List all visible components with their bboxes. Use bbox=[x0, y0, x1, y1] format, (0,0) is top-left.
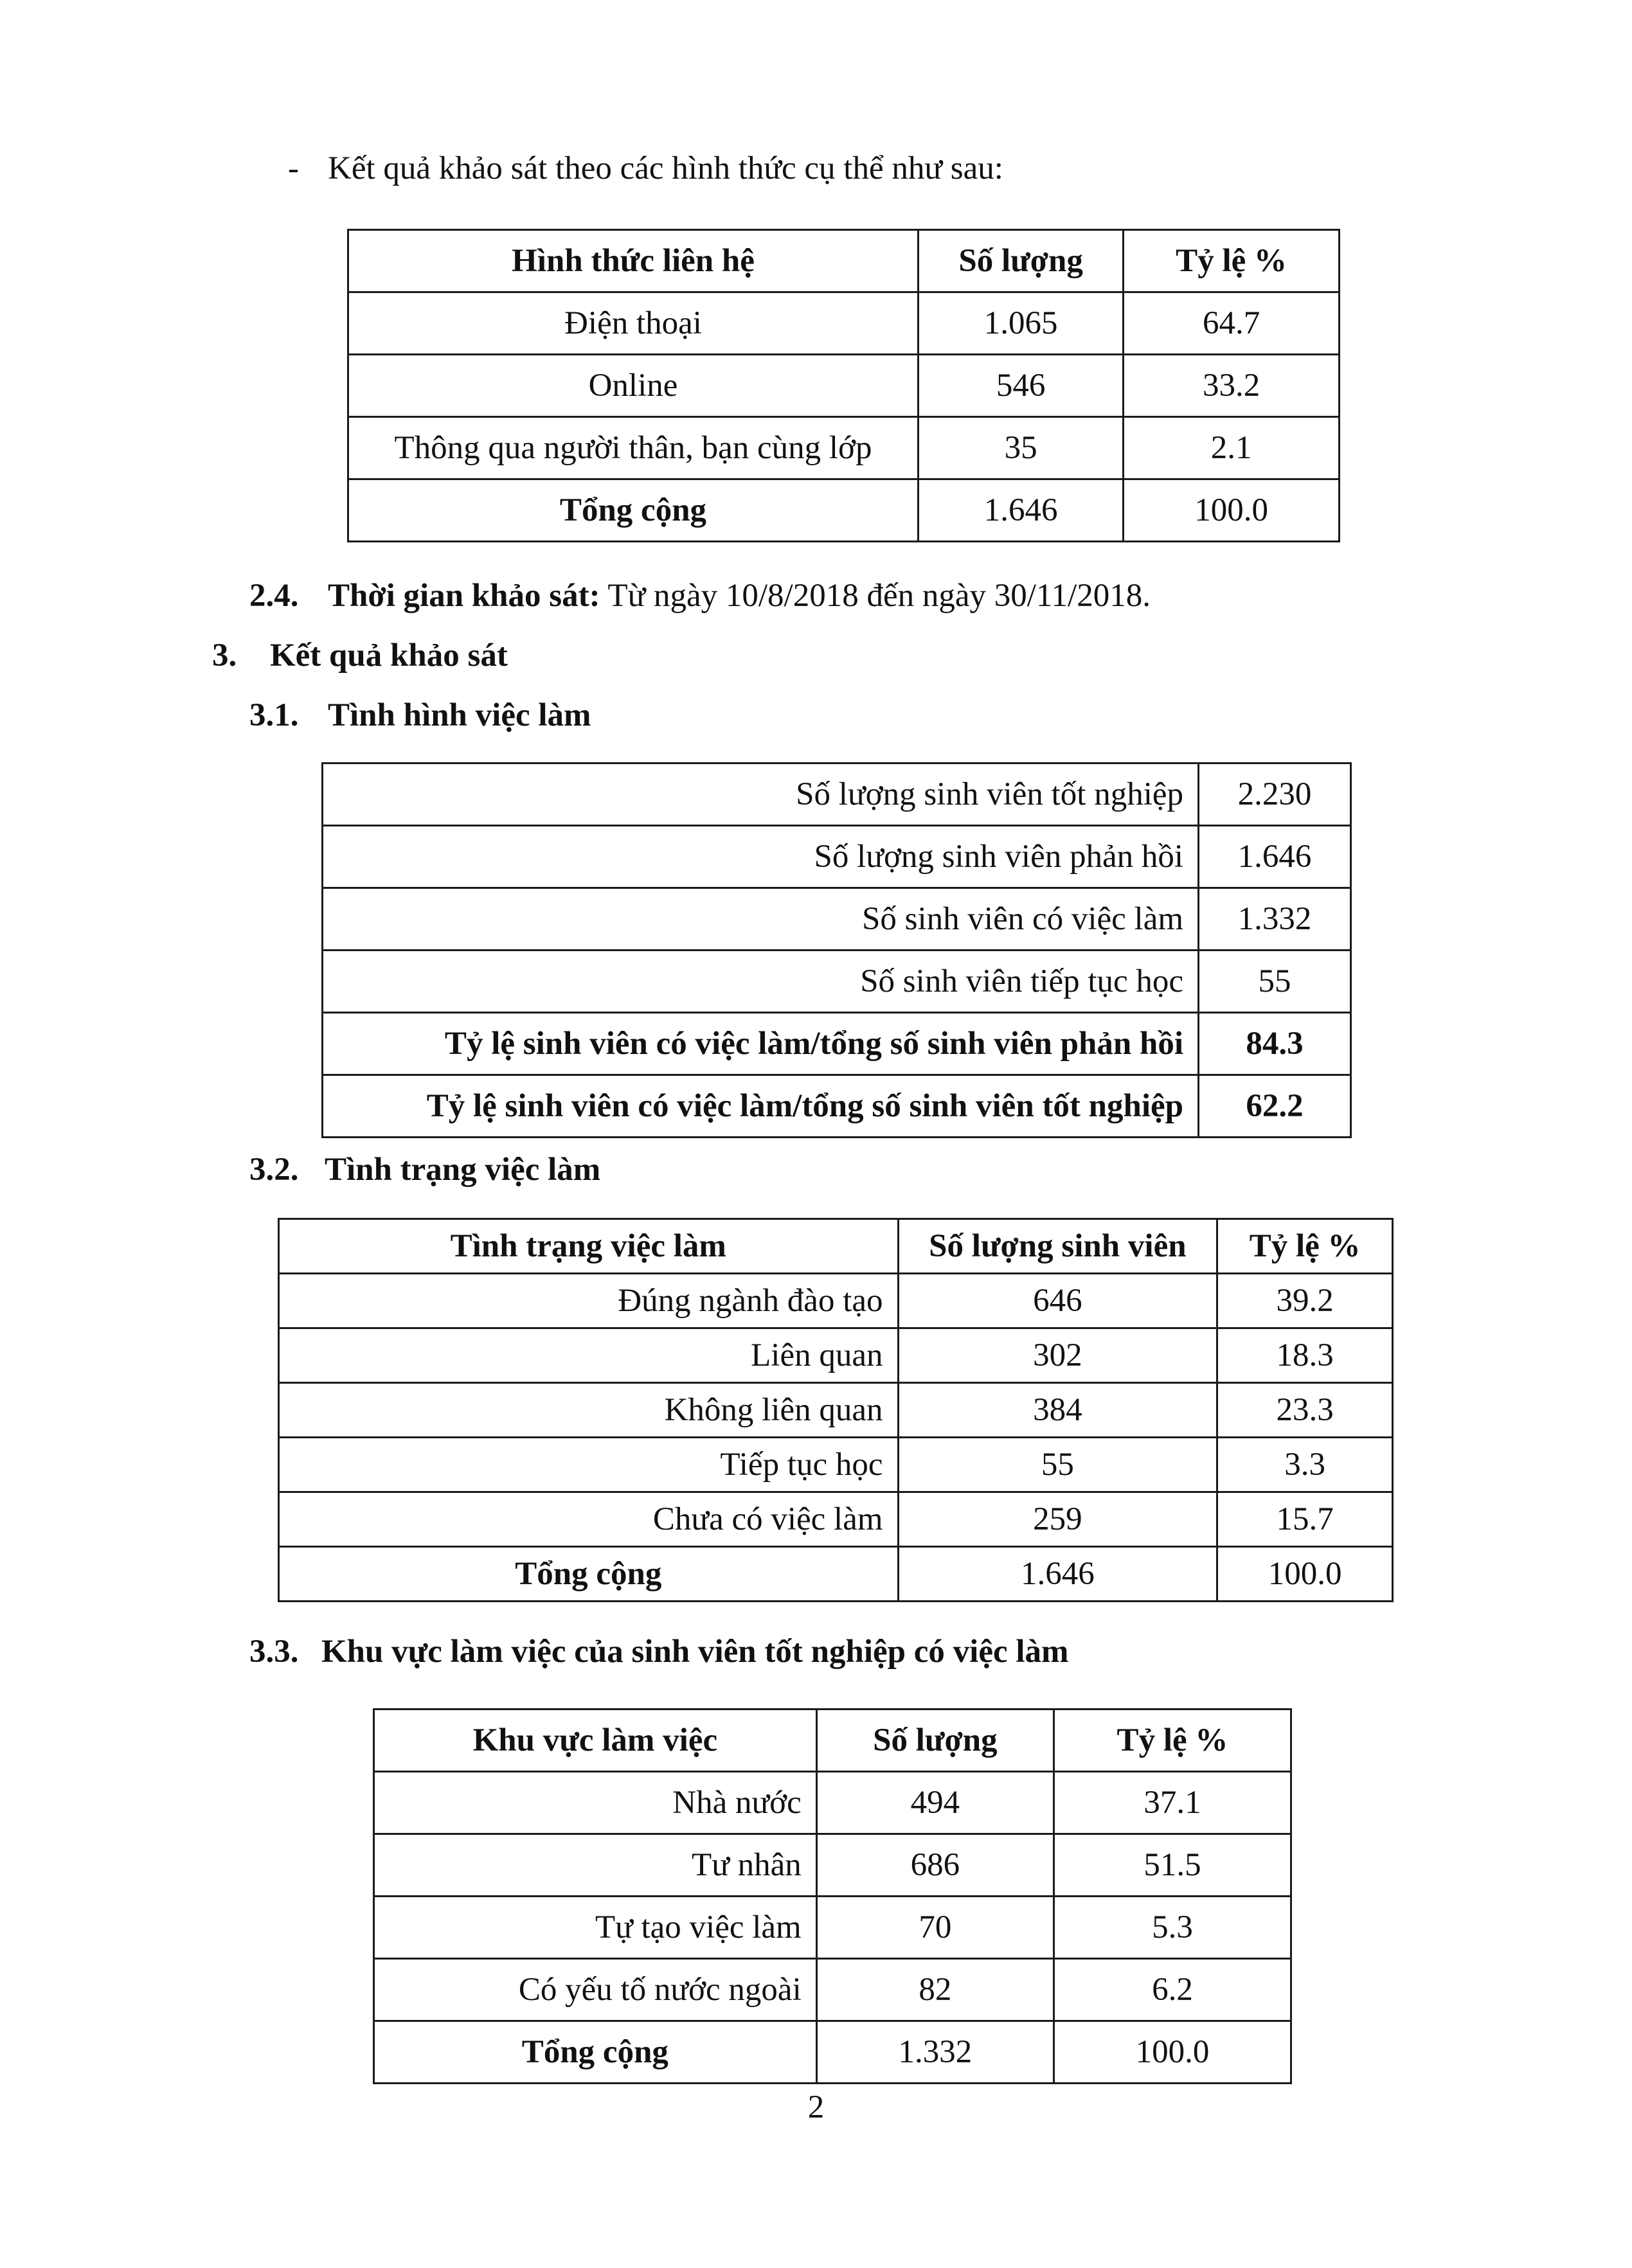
cell-total-label: Tổng cộng bbox=[374, 2021, 817, 2084]
table-row bbox=[279, 1274, 1393, 1328]
table-header-row bbox=[279, 1219, 1393, 1274]
cell-status: Chưa có việc làm bbox=[279, 1492, 899, 1547]
cell-total-quantity: 1.332 bbox=[816, 2021, 1054, 2084]
cell-value: 1.646 bbox=[1199, 826, 1351, 888]
cell-status: Đúng ngành đào tạo bbox=[279, 1274, 899, 1328]
table-row bbox=[374, 1897, 1291, 1959]
cell-quantity: 1.065 bbox=[919, 292, 1124, 355]
cell-label: Tỷ lệ sinh viên có việc làm/tổng số sinh viên tốt nghiệp bbox=[323, 1075, 1199, 1138]
cell-count: 646 bbox=[898, 1274, 1217, 1328]
cell-percent: 64.7 bbox=[1124, 292, 1340, 355]
header-contact-method: Hình thức liên hệ bbox=[348, 230, 919, 292]
table-total-row bbox=[279, 1547, 1393, 1602]
cell-count: 259 bbox=[898, 1492, 1217, 1547]
table-row bbox=[323, 826, 1351, 888]
header-percent: Tỷ lệ % bbox=[1124, 230, 1340, 292]
cell-total-percent: 100.0 bbox=[1054, 2021, 1291, 2084]
cell-percent: 2.1 bbox=[1124, 417, 1340, 479]
section-2-4-label: Thời gian khảo sát: bbox=[328, 578, 600, 614]
cell-count: 302 bbox=[898, 1328, 1217, 1383]
cell-percent: 18.3 bbox=[1217, 1328, 1393, 1383]
intro-bullet: - bbox=[288, 150, 299, 186]
cell-method: Điện thoại bbox=[348, 292, 919, 355]
employment-situation-table bbox=[321, 762, 1352, 1138]
cell-count: 384 bbox=[898, 1383, 1217, 1438]
cell-count: 55 bbox=[898, 1438, 1217, 1492]
cell-quantity: 494 bbox=[816, 1772, 1054, 1834]
header-quantity: Số lượng bbox=[816, 1710, 1054, 1772]
cell-status: Tiếp tục học bbox=[279, 1438, 899, 1492]
cell-percent: 23.3 bbox=[1217, 1383, 1393, 1438]
cell-total-count: 1.646 bbox=[898, 1547, 1217, 1602]
section-2-4-number: 2.4. bbox=[249, 578, 299, 614]
cell-sector: Nhà nước bbox=[374, 1772, 817, 1834]
section-3-1-title: Tình hình việc làm bbox=[328, 697, 591, 733]
header-employment-status: Tình trạng việc làm bbox=[279, 1219, 899, 1274]
table-row bbox=[374, 1959, 1291, 2021]
cell-sector: Có yếu tố nước ngoài bbox=[374, 1959, 817, 2021]
cell-percent: 5.3 bbox=[1054, 1897, 1291, 1959]
cell-percent: 39.2 bbox=[1217, 1274, 1393, 1328]
cell-label: Số lượng sinh viên phản hồi bbox=[323, 826, 1199, 888]
cell-sector: Tư nhân bbox=[374, 1834, 817, 1897]
cell-sector: Tự tạo việc làm bbox=[374, 1897, 817, 1959]
section-3-title: Kết quả khảo sát bbox=[270, 638, 508, 674]
table-row bbox=[279, 1383, 1393, 1438]
section-3-3-number: 3.3. bbox=[249, 1634, 299, 1670]
header-percent: Tỷ lệ % bbox=[1054, 1710, 1291, 1772]
cell-value: 62.2 bbox=[1199, 1075, 1351, 1138]
page-number: 2 bbox=[807, 2089, 825, 2125]
table-row bbox=[279, 1328, 1393, 1383]
cell-label: Tỷ lệ sinh viên có việc làm/tổng số sinh viên phản hồi bbox=[323, 1013, 1199, 1075]
cell-status: Liên quan bbox=[279, 1328, 899, 1383]
header-student-count: Số lượng sinh viên bbox=[898, 1219, 1217, 1274]
header-work-sector: Khu vực làm việc bbox=[374, 1710, 817, 1772]
table-row bbox=[323, 951, 1351, 1013]
cell-percent: 33.2 bbox=[1124, 355, 1340, 417]
table-row bbox=[323, 888, 1351, 951]
table-row bbox=[323, 1075, 1351, 1138]
table-header-row bbox=[374, 1710, 1291, 1772]
section-3-2-number: 3.2. bbox=[249, 1152, 299, 1188]
section-2-4-text bbox=[328, 576, 1151, 616]
table-total-row bbox=[348, 479, 1340, 542]
intro-text: Kết quả khảo sát theo các hình thức cụ thể như sau: bbox=[328, 150, 1003, 186]
section-3-1-number: 3.1. bbox=[249, 697, 299, 733]
header-quantity: Số lượng bbox=[919, 230, 1124, 292]
cell-percent: 6.2 bbox=[1054, 1959, 1291, 2021]
contact-method-table bbox=[347, 229, 1340, 542]
cell-percent: 37.1 bbox=[1054, 1772, 1291, 1834]
cell-status: Không liên quan bbox=[279, 1383, 899, 1438]
cell-percent: 15.7 bbox=[1217, 1492, 1393, 1547]
cell-method: Thông qua người thân, bạn cùng lớp bbox=[348, 417, 919, 479]
employment-status-table bbox=[278, 1218, 1394, 1602]
table-row bbox=[348, 292, 1340, 355]
table-row bbox=[348, 355, 1340, 417]
cell-percent: 51.5 bbox=[1054, 1834, 1291, 1897]
cell-value: 55 bbox=[1199, 951, 1351, 1013]
table-row bbox=[279, 1438, 1393, 1492]
cell-value: 1.332 bbox=[1199, 888, 1351, 951]
cell-quantity: 546 bbox=[919, 355, 1124, 417]
header-percent: Tỷ lệ % bbox=[1217, 1219, 1393, 1274]
cell-total-percent: 100.0 bbox=[1124, 479, 1340, 542]
cell-quantity: 686 bbox=[816, 1834, 1054, 1897]
cell-value: 84.3 bbox=[1199, 1013, 1351, 1075]
table-row bbox=[374, 1772, 1291, 1834]
cell-method: Online bbox=[348, 355, 919, 417]
work-sector-table bbox=[373, 1708, 1292, 2084]
section-2-4-dates: Từ ngày 10/8/2018 đến ngày 30/11/2018. bbox=[600, 578, 1151, 614]
table-row bbox=[279, 1492, 1393, 1547]
table-row bbox=[323, 1013, 1351, 1075]
table-header-row bbox=[348, 230, 1340, 292]
cell-label: Số sinh viên có việc làm bbox=[323, 888, 1199, 951]
cell-label: Số lượng sinh viên tốt nghiệp bbox=[323, 763, 1199, 826]
cell-percent: 3.3 bbox=[1217, 1438, 1393, 1492]
cell-label: Số sinh viên tiếp tục học bbox=[323, 951, 1199, 1013]
section-3-2-title: Tình trạng việc làm bbox=[325, 1152, 601, 1188]
cell-quantity: 70 bbox=[816, 1897, 1054, 1959]
section-3-3-title: Khu vực làm việc của sinh viên tốt nghiệp có việc làm bbox=[321, 1634, 1069, 1670]
table-row bbox=[374, 1834, 1291, 1897]
table-row bbox=[348, 417, 1340, 479]
table-row bbox=[323, 763, 1351, 826]
cell-quantity: 35 bbox=[919, 417, 1124, 479]
cell-value: 2.230 bbox=[1199, 763, 1351, 826]
section-3-number: 3. bbox=[212, 638, 237, 674]
cell-total-percent: 100.0 bbox=[1217, 1547, 1393, 1602]
table-total-row bbox=[374, 2021, 1291, 2084]
cell-quantity: 82 bbox=[816, 1959, 1054, 2021]
cell-total-quantity: 1.646 bbox=[919, 479, 1124, 542]
cell-total-label: Tổng cộng bbox=[279, 1547, 899, 1602]
cell-total-label: Tổng cộng bbox=[348, 479, 919, 542]
